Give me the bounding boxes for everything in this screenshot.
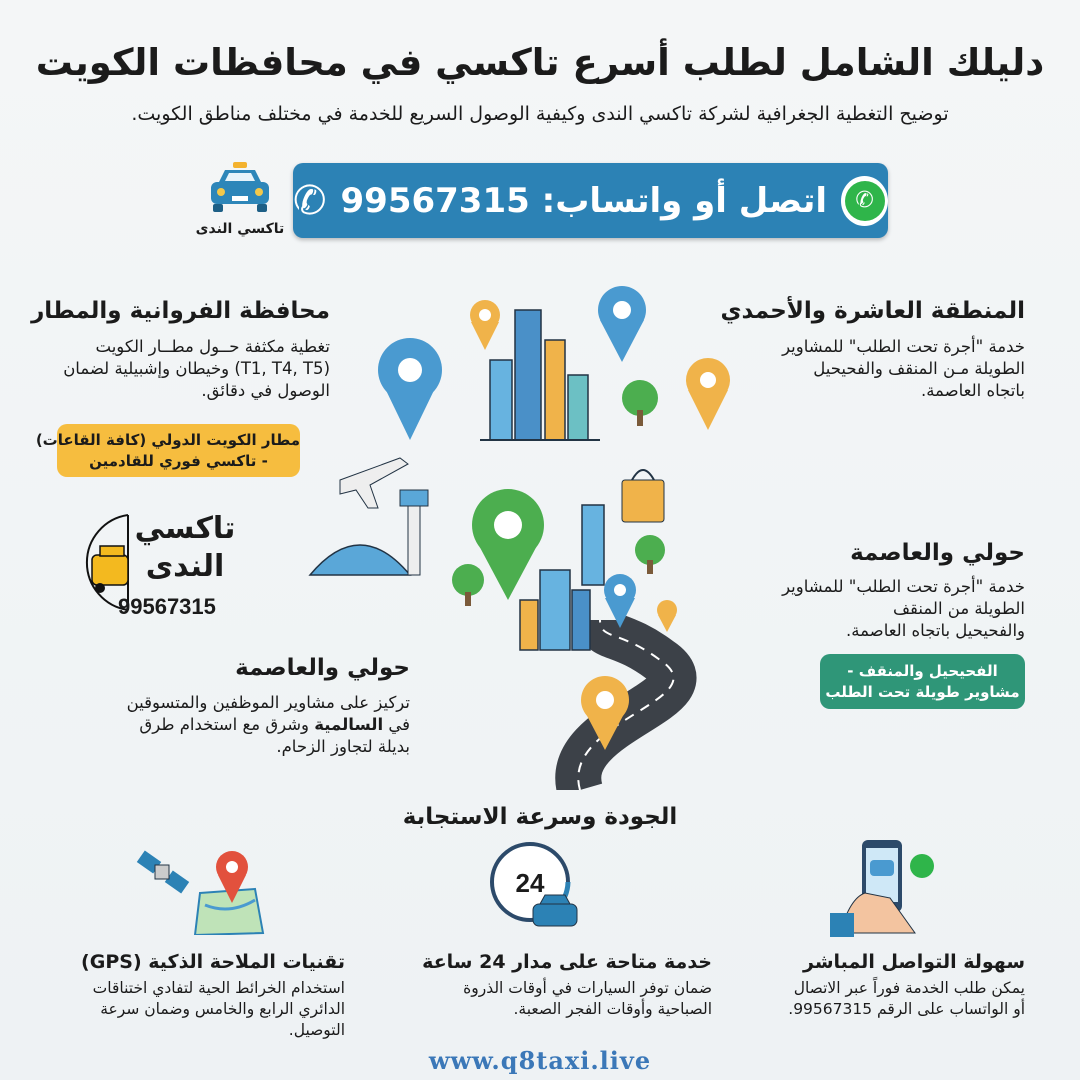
text-span: وشرق مع استخدام طرق — [139, 715, 310, 734]
fahaheel-tag-line: الفحيحيل والمنقف - — [847, 661, 998, 680]
logo-line1: تاكسي — [134, 511, 236, 546]
gps-col-body — [60, 978, 345, 1041]
hawalli-right-heading: حولي والعاصمة — [850, 540, 1025, 566]
fahaheel-tag-line: مشاوير طويلة تحت الطلب — [825, 682, 1020, 701]
availability-col-line: ضمان توفر السيارات في أوقات الذروة — [463, 979, 712, 997]
hawalli-left-body-line: تركيز على مشاوير الموظفين والمتسوقين — [126, 693, 410, 712]
ahmadi-body-line: خدمة "أجرة تحت الطلب" للمشاوير — [782, 337, 1025, 356]
contact-col-line: يمكن طلب الخدمة فوراً عبر الاتصال — [793, 979, 1025, 997]
website-link[interactable]: www.q8taxi.live — [428, 1046, 652, 1075]
contact-col-heading: سهولة التواصل المباشر — [803, 951, 1025, 973]
logo-line2: الندى — [145, 549, 225, 584]
brand-small-label: تاكسي الندى — [195, 221, 285, 237]
phone-icon: ✆ — [293, 177, 327, 224]
airport-tag-line: - تاكسي فوري للقادمين — [89, 451, 268, 470]
taxi-car-icon — [205, 160, 275, 216]
farwaniya-body-line: الوصول في دقائق. — [201, 381, 330, 400]
phone-chat-icon — [830, 838, 950, 938]
ahmadi-body-line: باتجاه العاصمة. — [920, 381, 1025, 400]
page-title: دليلك الشامل لطلب أسرع تاكسي في محافظات الكويت — [35, 41, 1045, 84]
airport-tag — [35, 424, 300, 477]
quality-heading: الجودة وسرعة الاستجابة — [402, 804, 678, 830]
city-map-illustration — [300, 280, 740, 790]
brand-logo — [78, 510, 243, 622]
availability-col-body — [390, 978, 712, 1020]
gps-col-line: الدائري الرابع والخامس وضمان سرعة — [100, 1000, 345, 1018]
logo-text — [130, 510, 240, 586]
contact-col-line: أو الواتساب على الرقم 99567315. — [788, 1000, 1025, 1018]
brand-taxi-badge — [190, 160, 290, 238]
gps-satellite-map-icon — [135, 845, 265, 935]
contact-banner-label: اتصل أو واتساب: 99567315 — [340, 180, 828, 221]
gps-col-line: استخدام الخرائط الحية لتفادي اختناقات — [92, 979, 345, 997]
gps-col-line: التوصيل. — [288, 1021, 345, 1039]
farwaniya-heading: محافظة الفروانية والمطار — [31, 298, 330, 324]
airport-tag-line: مطار الكويت الدولي (كافة القاعات) — [35, 430, 300, 449]
hawalli-left-body-line: بديلة لتجاوز الزحام. — [276, 737, 410, 756]
city-buildings — [490, 310, 604, 650]
farwaniya-body — [40, 336, 330, 402]
gps-col-heading: تقنيات الملاحة الذكية (GPS) — [81, 951, 345, 973]
page-subtitle: توضيح التغطية الجغرافية لشركة تاكسي الندى وكيفية الوصول السريع للخدمة في مختلف مناطق الكويت. — [131, 103, 949, 125]
logo-phone: 99567315 — [118, 594, 216, 619]
hawalli-right-body-line: خدمة "أجرة تحت الطلب" للمشاوير — [782, 577, 1025, 596]
farwaniya-body-line: تغطية مكثفة حــول مطــار الكويت — [95, 337, 330, 356]
ahmadi-heading: المنطقة العاشرة والأحمدي — [720, 298, 1025, 324]
salmiya-bold: السالمية — [314, 715, 384, 734]
availability-col-heading: خدمة متاحة على مدار 24 ساعة — [422, 951, 712, 973]
ahmadi-body-line: الطويلة مـن المنقف والفحيحيل — [813, 359, 1025, 378]
whatsapp-icon: ✆ — [841, 176, 888, 226]
contact-banner[interactable] — [293, 163, 888, 238]
hawalli-left-heading: حولي والعاصمة — [235, 655, 410, 681]
availability-col-line: الصباحية وأوقات الفجر الصعبة. — [513, 1000, 712, 1018]
shopping-bag-icon — [622, 470, 664, 522]
contact-col-body — [725, 978, 1025, 1020]
farwaniya-body-line: (T1, T4, T5) وخيطان وإشبيلية لضمان — [63, 359, 330, 378]
hawalli-right-body — [725, 576, 1025, 642]
fahaheel-tag — [820, 654, 1025, 709]
text-span: في — [388, 715, 410, 734]
clock-24-car-icon — [485, 840, 585, 935]
hawalli-right-body-line: الطويلة من المنقف — [892, 599, 1025, 618]
hawalli-right-body-line: والفحيحيل باتجاه العاصمة. — [846, 621, 1025, 640]
clock-label: 24 — [515, 868, 545, 898]
airport — [310, 458, 428, 575]
ahmadi-body — [725, 336, 1025, 402]
